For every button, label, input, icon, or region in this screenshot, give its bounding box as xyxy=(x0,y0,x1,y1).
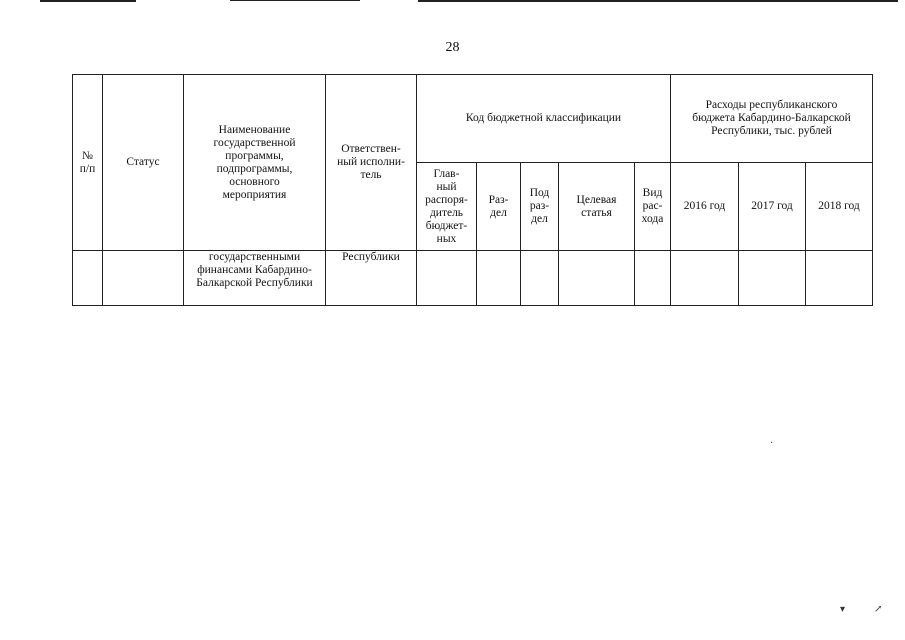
header-year-2017: 2017 год xyxy=(739,163,806,251)
header-target-article: Целевая статья xyxy=(559,163,635,251)
header-year-2018: 2018 год xyxy=(806,163,873,251)
header-section: Раз- дел xyxy=(477,163,521,251)
cell-num xyxy=(73,251,103,306)
header-grbs: Глав- ный распоря- дитель бюджет- ных xyxy=(417,163,477,251)
cell-section xyxy=(477,251,521,306)
header-expenses-group: Расходы республиканского бюджета Кабардино-Балкарской Республики, тыс. рублей xyxy=(671,75,873,163)
header-executor: Ответствен- ный исполни- тель xyxy=(326,75,417,251)
header-row-1 xyxy=(73,75,873,163)
cell-target-article xyxy=(559,251,635,306)
scan-speck: ▾ xyxy=(840,604,846,615)
budget-table xyxy=(72,74,873,306)
cell-status xyxy=(103,251,184,306)
cell-year-2018 xyxy=(806,251,873,306)
table-row xyxy=(73,251,873,306)
scan-speck: ↗ xyxy=(874,604,883,615)
header-status: Статус xyxy=(103,75,184,251)
header-num: № п/п xyxy=(73,75,103,251)
scan-artifact-line xyxy=(418,0,898,2)
header-expense-type: Вид рас- хода xyxy=(635,163,671,251)
cell-subsection xyxy=(521,251,559,306)
header-name: Наименование государственной программы, подпрограммы, основного мероприятия xyxy=(184,75,326,251)
cell-name: государственными финансами Кабардино- Балкарской Республики xyxy=(184,251,326,306)
cell-grbs xyxy=(417,251,477,306)
cell-year-2016 xyxy=(671,251,739,306)
cell-executor: Республики xyxy=(326,251,417,306)
scan-artifact-line xyxy=(40,0,136,2)
scan-artifact-line xyxy=(230,0,360,1)
header-budget-code-group: Код бюджетной классификации xyxy=(417,75,671,163)
header-subsection: Под раз- дел xyxy=(521,163,559,251)
cell-year-2017 xyxy=(739,251,806,306)
scan-speck: · xyxy=(770,438,774,449)
header-year-2016: 2016 год xyxy=(671,163,739,251)
page-number: 28 xyxy=(445,40,460,55)
cell-expense-type xyxy=(635,251,671,306)
